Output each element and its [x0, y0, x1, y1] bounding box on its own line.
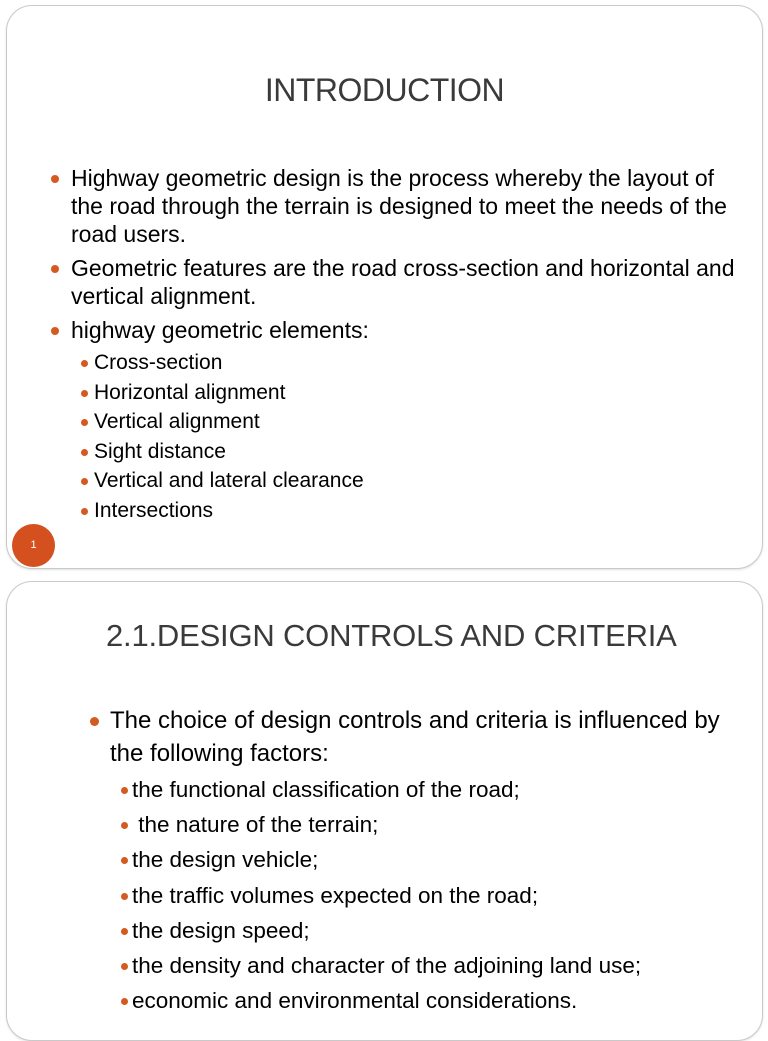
bullet-text: highway geometric elements: [71, 317, 369, 343]
sub-bullet-list [71, 348, 749, 526]
slide-title: INTRODUCTION [264, 72, 505, 108]
sub-bullet-item: the design vehicle; [110, 842, 748, 877]
bullet-item [49, 316, 749, 526]
bullet-list [49, 164, 749, 532]
sub-bullet-item: Intersections [71, 496, 749, 526]
sub-bullet-item: the density and character of the adjoining land use; [110, 948, 748, 983]
slide-introduction [6, 5, 763, 569]
sub-bullet-item: economic and environmental considerations. [110, 983, 748, 1018]
bullet-text: The choice of design controls and criteria is influenced by the following factors: [110, 707, 720, 767]
sub-bullet-item: Cross-section [71, 348, 749, 378]
sub-bullet-item: the functional classification of the road; [110, 772, 748, 807]
sub-bullet-item: Vertical alignment [71, 407, 749, 437]
sub-bullet-item: the traffic volumes expected on the road; [110, 878, 748, 913]
bullet-item [49, 254, 749, 310]
slide-title: 2.1.DESIGN CONTROLS AND CRITERIA [106, 618, 677, 653]
slide-number-badge: 1 [12, 524, 55, 567]
bullet-list [88, 704, 748, 1018]
sub-bullet-item: Horizontal alignment [71, 378, 749, 408]
slide-design-controls [6, 581, 763, 1041]
bullet-text: Highway geometric design is the process whereby the layout of the road through the terrain is designed to meet the needs of the road users. [71, 165, 727, 247]
bullet-item [49, 164, 749, 248]
bullet-item [88, 704, 748, 1018]
sub-bullet-item: Vertical and lateral clearance [71, 466, 749, 496]
sub-bullet-item: the nature of the terrain; [110, 807, 748, 842]
sub-bullet-item: Sight distance [71, 437, 749, 467]
sub-bullet-item: the design speed; [110, 913, 748, 948]
bullet-text: Geometric features are the road cross-section and horizontal and vertical alignment. [71, 255, 735, 309]
sub-bullet-list [110, 772, 748, 1018]
